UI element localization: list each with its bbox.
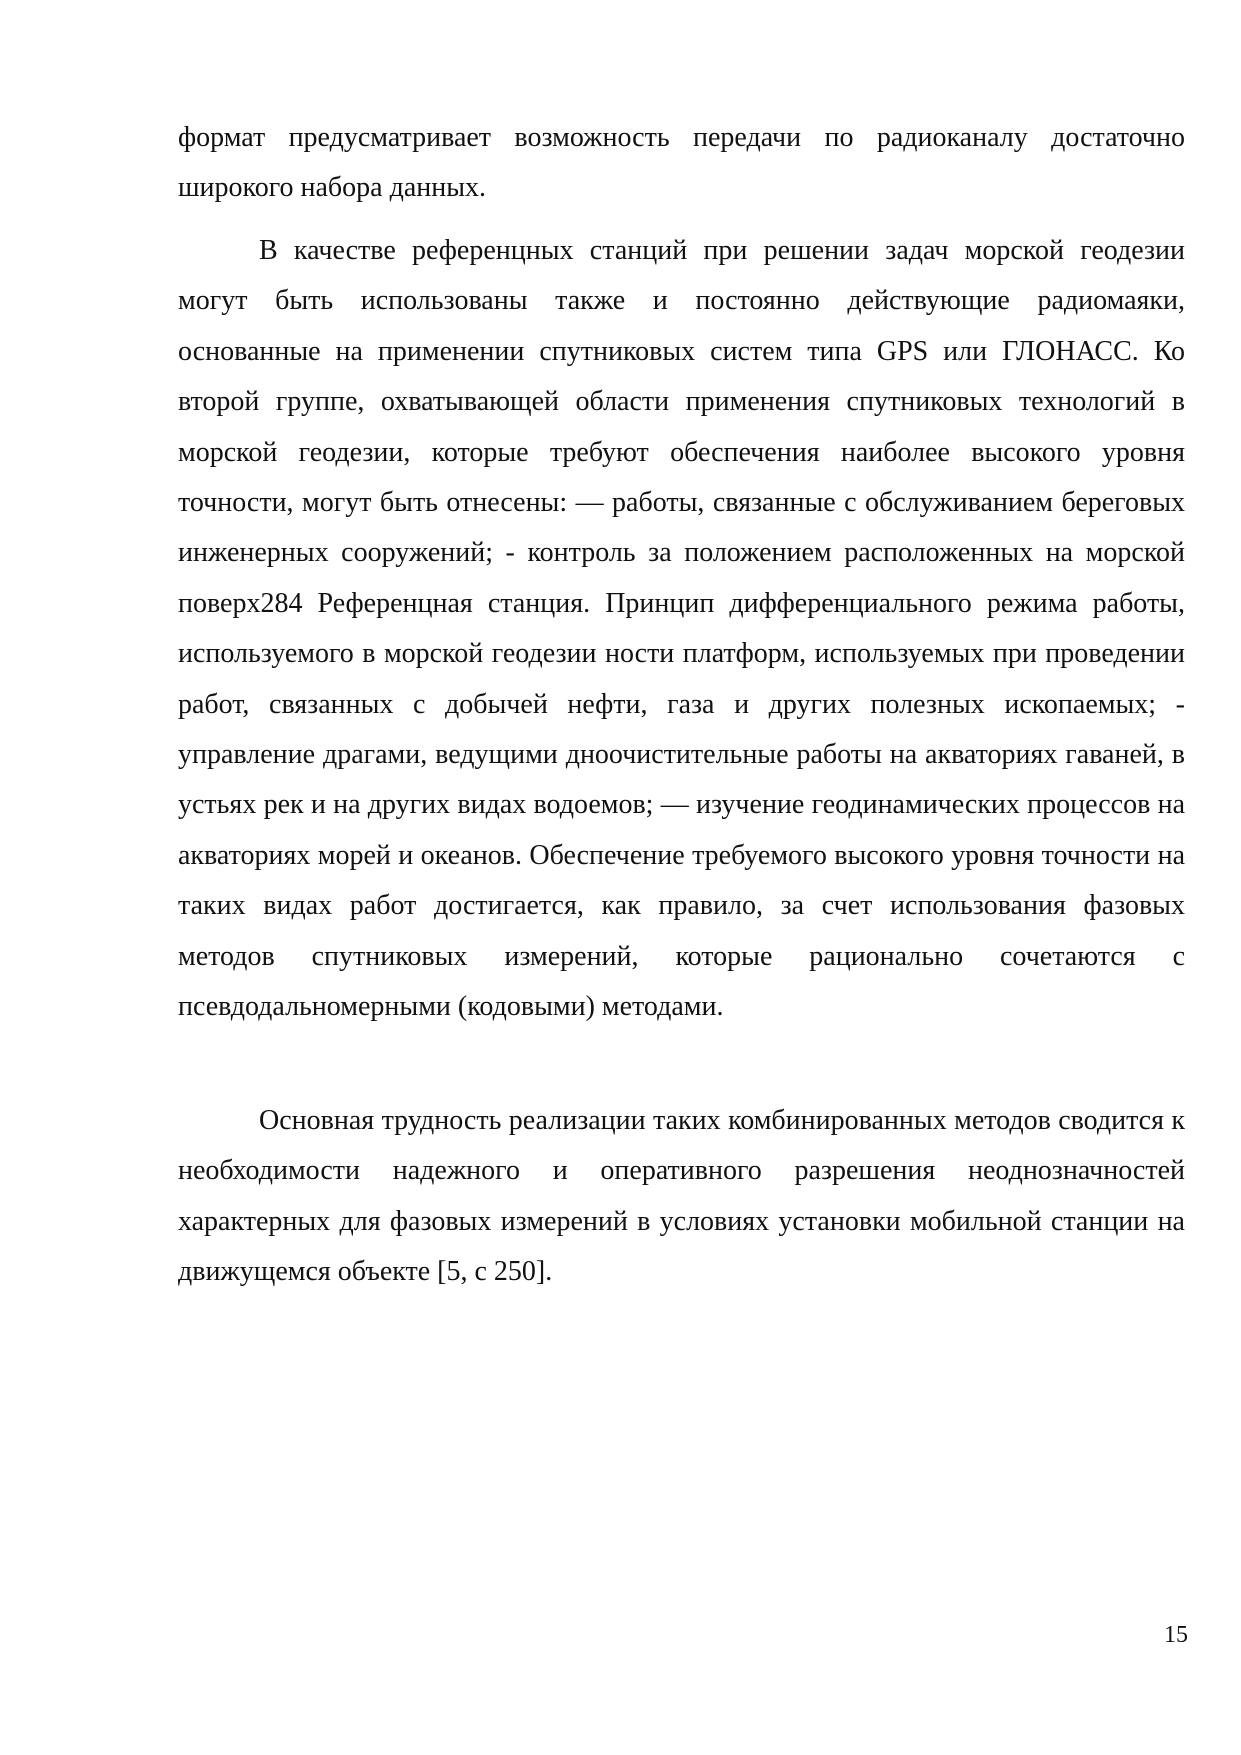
paragraph-continuation: формат предусматривает возможность передачи по радиоканалу достаточно широкого набора данных. (178, 122, 1185, 204)
page-number: 15 (1164, 1622, 1188, 1648)
paragraph-main-difficulty: Основная трудность реализации таких комбинированных методов сводится к необходимости надежного и оперативного разрешения неоднозначностей характерных для фазовых измерений в условиях установки мобильной станции на движущемся объекте [5, с 250]. (178, 1105, 1185, 1288)
paragraph-reference-stations: В качестве референцных станций при решении задач морской геодезии могут быть использованы также и постоянно действующие радиомаяки, основанные на применении спутниковых систем типа GPS или ГЛОНАСС. Ко второй группе, охватывающей области применения спутниковых технологий в морской геодезии, которые требуют обеспечения наиболее высокого уровня точности, могут быть отнесены: — работы, связанные с обслуживанием береговых инженерных сооружений; - контроль за положением расположенных на морской поверх284 Референцная станция. Принцип дифференциального режима работы, используемого в морской геодезии ности платформ, используемых при проведении работ, связанных с добычей нефти, газа и других полезных ископаемых; - управление драгами, ведущими дноочистительные работы на акваториях гаваней, в устьях рек и на других видах водоемов; — изучение геодинамических процессов на акваториях морей и океанов. Обеспечение требуемого высокого уровня точности на таких видах работ достигается, как правило, за счет использования фазовых методов спутниковых измерений, которые рационально сочетаются с псевдодальномерными (кодовыми) методами. (178, 235, 1185, 1023)
